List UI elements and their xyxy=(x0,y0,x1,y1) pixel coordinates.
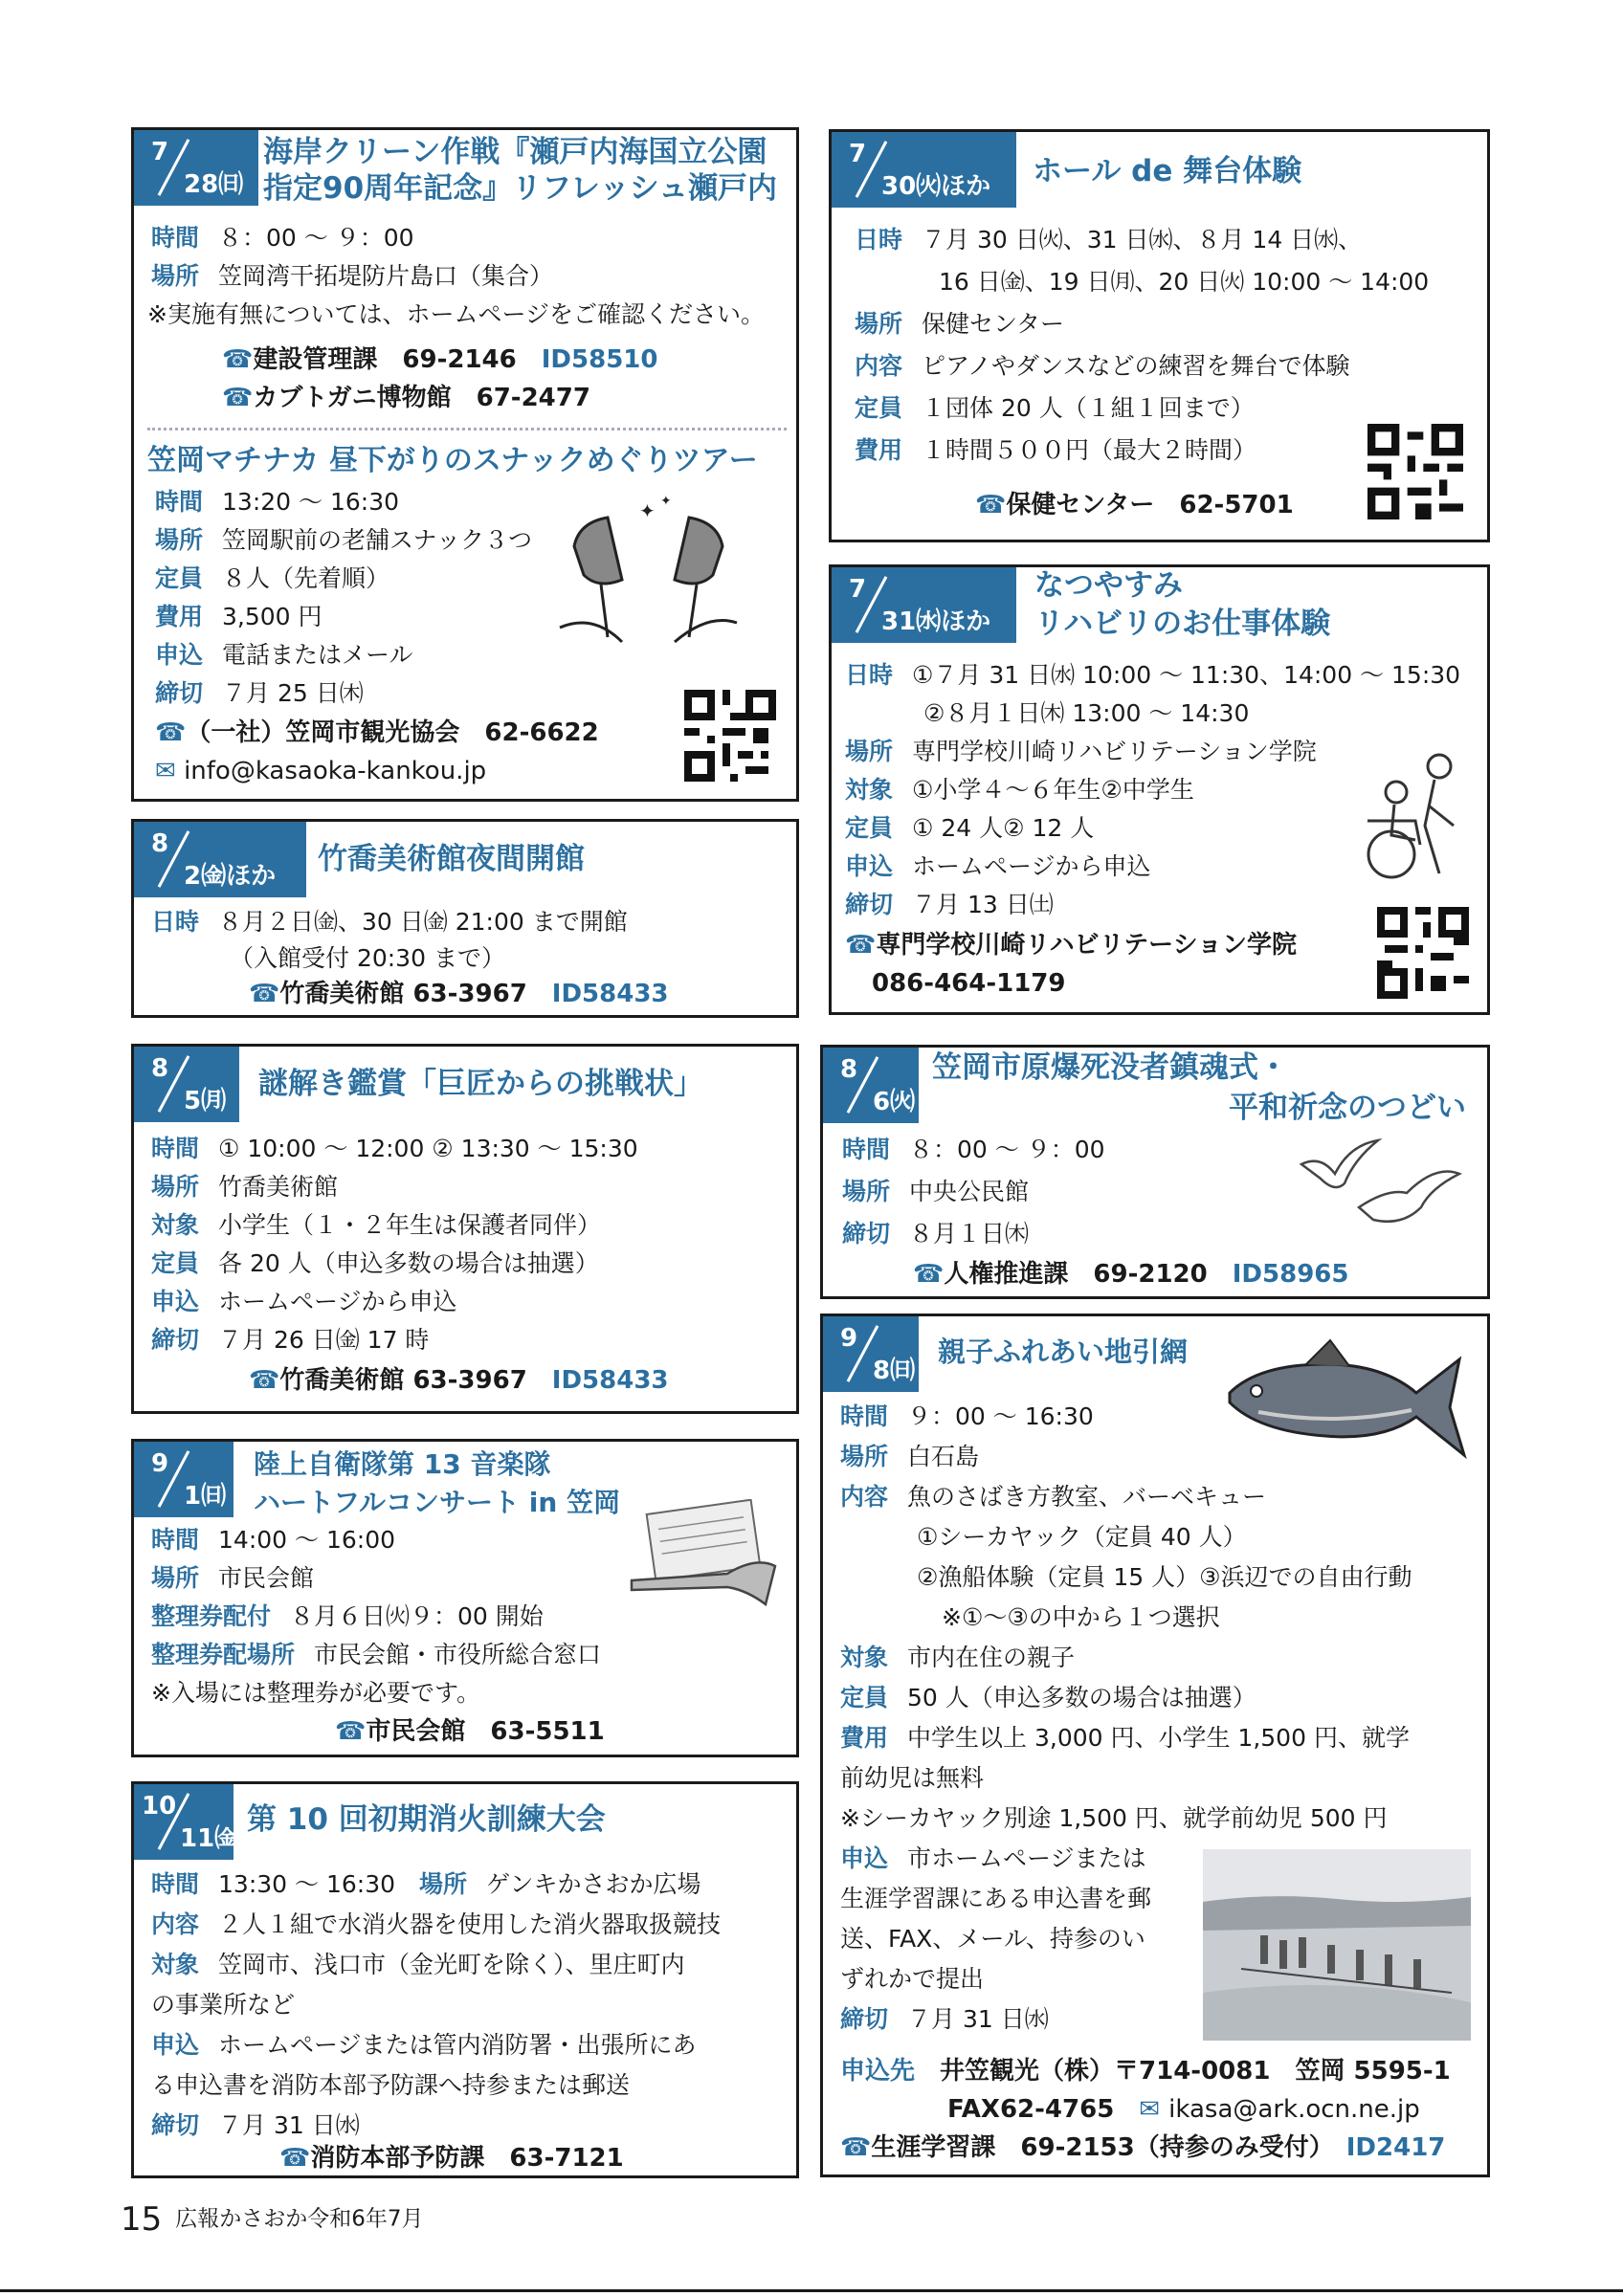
wheelchair-icon xyxy=(1348,749,1473,883)
contact-phone: ☎竹喬美術館 63-3967 ID58433 xyxy=(249,1366,669,1395)
event-title-line2: ハートフルコンサート in 笠岡 xyxy=(254,1487,621,1518)
event-title: 親子ふれあい地引網 xyxy=(938,1336,1189,1368)
note: ※シーカヤック別途 1,500 円、就学前幼児 500 円 xyxy=(840,1804,1388,1832)
contact-phone: ☎生涯学習課 69-2153（持参のみ受付） ID2417 xyxy=(840,2133,1446,2162)
divider xyxy=(0,2289,1623,2292)
date-badge: 8 5㈪ xyxy=(134,1047,239,1122)
contact-phone: ☎建設管理課 69-2146 ID58510 xyxy=(222,345,658,374)
event-title: 第 10 回初期消火訓練大会 xyxy=(247,1802,606,1837)
contact-phone-2: ☎カブトガニ博物館 67-2477 xyxy=(222,384,590,412)
event-card-rehab-job: 7 31㈬ほか なつやすみ リハビリのお仕事体験 日時 ①７月 31 日㈬ 10:00 ～ 11:30、14:00 ～ 15:30 ②８月１日㈭ 13:00 ～ 14:30 場所 専門学校川崎リハビリテーション学院 対象 ①小学４～６年生②中学生 定員 ① 24 人② 12 人 申込 ホームページから申込 締切 ７月 13 日㈯ ☎専門学校川崎リハビリテーション学院 086-464-1179 xyxy=(829,564,1490,1015)
date-badge: 9 8㈰ xyxy=(823,1316,919,1392)
birds-icon xyxy=(1292,1136,1464,1241)
event-card-coast-cleanup: 7 28㈰ 海岸クリーン作戦『瀬戸内海国立公園 指定90周年記念』リフレッシュ瀬戸内 時間 ８：00 ～ ９：00 場所 笠岡湾干拓堤防片島口（集合） ※実施有無については、ホームページをご確認ください。 ☎建設管理課 69-2146 ID58510 ☎カブトガニ博物館 67-2477 笠岡マチナカ 昼下がりのスナックめぐりツアー 時間 13:20 ～ 16:30 場所 笠岡駅前の老舗スナック３つ 定員 ８人（先着順） 費用 3,500 円 申込 電話またはメール 締切 ７月 25 日㈭ ☎（一社）笠岡市観光協会 62-6622 ✉ info@kasaoka-kankou.jp ✦ ✦ xyxy=(131,127,799,802)
event-title-line2: 指定90周年記念』リフレッシュ瀬戸内 xyxy=(263,171,777,206)
qr-code-icon xyxy=(1377,907,1469,999)
apply-address: 申込先 井笠観光（株）〒714-0081 笠岡 5595-1 xyxy=(840,2057,1451,2086)
event-card-hall-stage: 7 30㈫ほか ホール de 舞台体験 日時 ７月 30 日㈫、31 日㈬、８月 14 日㈬、 16 日㈮、19 日㈪、20 日㈫ 10:00 ～ 14:00 場所 保健センター 内容 ピアノやダンスなどの練習を舞台で体験 定員 １団体 20 人（１組１回まで） 費用 １時間５００円（最大２時間） ☎保健センター 62-5701 xyxy=(829,129,1490,542)
beach-photo xyxy=(1203,1849,1471,2041)
event-title-snack-tour: 笠岡マチナカ 昼下がりのスナックめぐりツアー xyxy=(147,444,758,477)
contact-email[interactable]: ✉ info@kasaoka-kankou.jp xyxy=(155,757,487,785)
event-title: 陸上自衛隊第 13 音楽隊 xyxy=(254,1448,551,1480)
event-card-peace-ceremony: 8 6㈫ 笠岡市原爆死没者鎮魂式・ 平和祈念のつどい 時間 ８：00 ～ ９：00 場所 中央公民館 締切 ８月１日㈭ ☎人権推進課 69-2120 ID58965 xyxy=(820,1045,1490,1299)
trumpet-icon xyxy=(622,1499,785,1614)
event-title-line2: 平和祈念のつどい xyxy=(1229,1091,1466,1125)
note: ※入場には整理券が必要です。 xyxy=(151,1679,480,1707)
contact-phone: ☎専門学校川崎リハビリテーション学院 xyxy=(845,931,1298,960)
apply-fax-email: FAX62-4765 ✉ ikasa@ark.ocn.ne.jp xyxy=(947,2095,1420,2124)
contact-phone-number: 086-464-1179 xyxy=(872,969,1066,998)
contact-phone: ☎市民会館 63-5511 xyxy=(335,1717,605,1746)
date-badge: 10 11㈮ xyxy=(134,1784,233,1860)
tuna-icon xyxy=(1220,1336,1474,1479)
event-title: 笠岡市原爆死没者鎮魂式・ xyxy=(932,1050,1288,1085)
date-badge: 8 6㈫ xyxy=(823,1048,919,1123)
qr-code-icon xyxy=(684,690,776,782)
svg-text:✦: ✦ xyxy=(660,494,672,509)
page-footer: 15 広報かさおか令和6年7月 xyxy=(121,2200,424,2239)
date-badge: 7 30㈫ほか xyxy=(832,132,1016,208)
event-title: 竹喬美術館夜間開館 xyxy=(318,842,585,876)
contact-phone: ☎保健センター 62-5701 xyxy=(975,491,1294,519)
event-title: 謎解き鑑賞「巨匠からの挑戦状」 xyxy=(258,1067,703,1101)
note: ※実施有無については、ホームページをご確認ください。 xyxy=(147,300,765,328)
date-badge: 7 31㈬ほか xyxy=(832,567,1016,643)
event-card-riddle: 8 5㈪ 謎解き鑑賞「巨匠からの挑戦状」 時間 ① 10:00 ～ 12:00 ② 13:30 ～ 15:30 場所 竹喬美術館 対象 小学生（１・２年生は保護者同伴） 定員 各 20 人（申込多数の場合は抽選） 申込 ホームページから申込 締切 ７月 26 日㈮ 17 時 ☎竹喬美術館 63-3967 ID58433 xyxy=(131,1044,799,1414)
wine-toast-icon xyxy=(555,494,746,666)
event-card-concert: 9 1㈰ 陸上自衛隊第 13 音楽隊 ハートフルコンサート in 笠岡 時間 14:00 ～ 16:00 場所 市民会館 整理券配付 ８月６日㈫９：00 開始 整理券配場所 市民会館・市役所総合窓口 ※入場には整理券が必要です。 ☎市民会館 63-5511 xyxy=(131,1439,799,1757)
event-card-fire-drill: 10 11㈮ 第 10 回初期消火訓練大会 時間 13:30 ～ 16:30 場所 ゲンキかさおか広場 内容 ２人１組で水消火器を使用した消火器取扱競技 対象 笠岡市、浅口市（金光町を除く）、里庄町内 の事業所など 申込 ホームページまたは管内消防署・出張所にあ る申込書を消防本部予防課へ持参または郵送 締切 ７月 31 日㈬ ☎消防本部予防課 63-7121 xyxy=(131,1781,799,2178)
date-badge: 8 2㈮ほか xyxy=(134,822,306,897)
contact-phone: ☎消防本部予防課 63-7121 xyxy=(279,2144,624,2173)
svg-text:✦: ✦ xyxy=(639,499,656,522)
event-card-museum-night: 8 2㈮ほか 竹喬美術館夜間開館 日時 ８月２日㈮、30 日㈮ 21:00 まで開館 （入館受付 20:30 まで） ☎竹喬美術館 63-3967 ID58433 xyxy=(131,819,799,1018)
date-badge: 9 1㈰ xyxy=(134,1442,233,1517)
event-card-fishing-net: 9 8㈰ 親子ふれあい地引網 時間 ９：00 ～ 16:30 場所 白石島 内容 魚のさばき方教室、バーベキュー ①シーカヤック（定員 40 人） ②漁船体験（定員 15 人）③浜辺での自由行動 ※①～③の中から１つ選択 対象 市内在住の親子 定員 50 人（申込多数の場合は抽選） 費用 中学生以上 3,000 円、小学生 1,500 円、就学 前幼児は無料 ※シーカヤック別途 1,500 円、就学前幼児 500 円 申込 市ホームページまたは 生涯学習課にある申込書を郵 送、FAX、メール、持参のい ずれかで提出 締切 ７月 31 日㈬ 申込先 井笠観光（株）〒714-0081 笠岡 5595-1 FAX62-4765 ✉ ikasa@ark.ocn.ne.jp ☎生涯学習課 69-2153（持参のみ受付） ID2417 xyxy=(820,1314,1490,2177)
event-title: 海岸クリーン作戦『瀬戸内海国立公園 xyxy=(263,135,767,169)
event-title: なつやすみ xyxy=(1034,568,1183,603)
contact-phone: ☎（一社）笠岡市観光協会 62-6622 xyxy=(155,718,599,747)
contact-phone: ☎竹喬美術館 63-3967 ID58433 xyxy=(249,980,669,1008)
qr-code-icon xyxy=(1367,424,1463,519)
contact-phone: ☎人権推進課 69-2120 ID58965 xyxy=(913,1260,1349,1289)
event-title-line2: リハビリのお仕事体験 xyxy=(1034,607,1331,641)
page-number: 15 xyxy=(121,2200,163,2239)
date-badge: 7 28㈰ xyxy=(134,130,258,206)
event-title: ホール de 舞台体験 xyxy=(1033,154,1302,188)
